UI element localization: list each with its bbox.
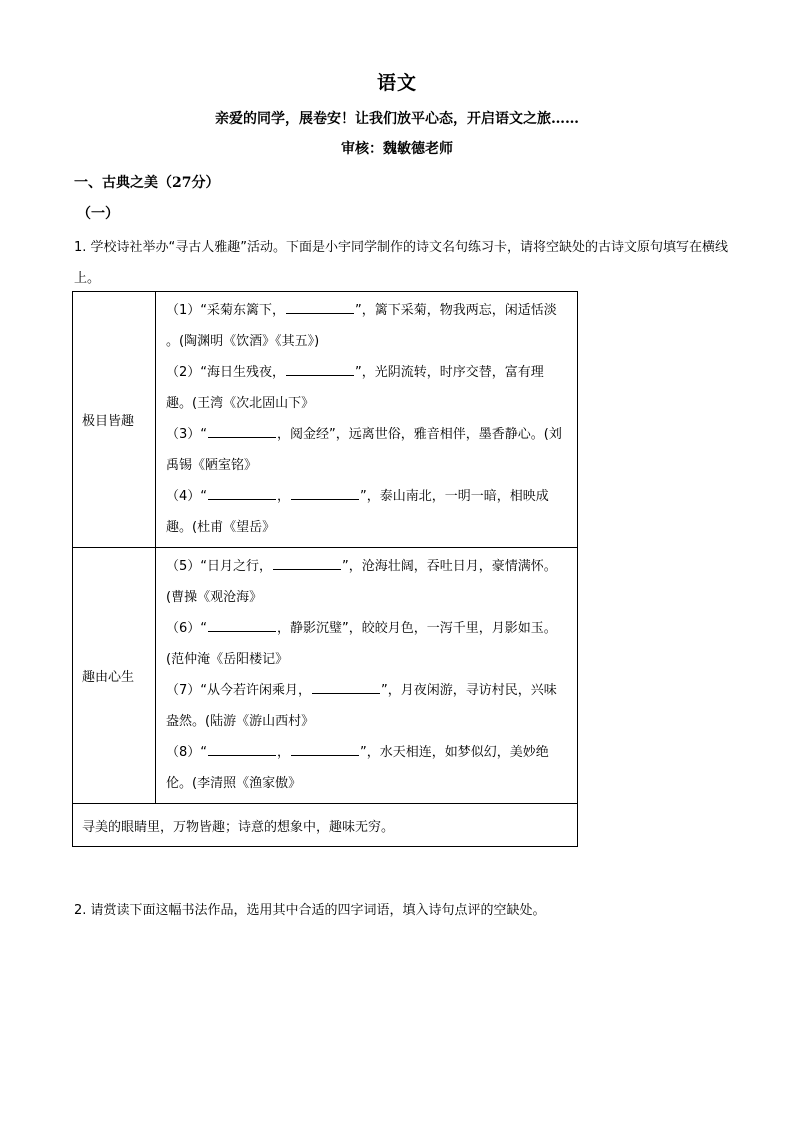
item-text-post: ”，篱下采菊，物我两忘，闲适恬淡 。(陶渊明《饮酒》《其五》) xyxy=(166,303,557,349)
answer-blank[interactable] xyxy=(208,423,276,438)
answer-blank[interactable] xyxy=(208,741,276,756)
page-title: 语文 xyxy=(376,72,417,94)
answer-blank[interactable] xyxy=(291,741,359,756)
category-cell: 极目皆趣 xyxy=(73,292,156,548)
item-text-pre: （1）“采菊东篱下， xyxy=(166,303,286,318)
items-cell xyxy=(156,548,578,804)
item-text-post: ”，水天相连，如梦似幻，美妙绝伦。(李清照《渔家傲》 xyxy=(166,745,549,791)
page-subtitle: 亲爱的同学，展卷安！让我们放平心态，开启语文之旅…… xyxy=(215,111,579,127)
answer-blank[interactable] xyxy=(286,361,354,376)
reviewer-line: 审核：魏敏德老师 xyxy=(341,141,453,157)
card-row-2 xyxy=(73,548,578,804)
item-text-mid: ， xyxy=(277,489,291,504)
items-cell xyxy=(156,292,578,548)
card-item xyxy=(166,357,569,419)
item-text-post: ”，沧海壮阔，吞吐日月，豪情满怀。(曹操《观沧海》 xyxy=(166,559,557,605)
item-text-post: ，静影沉璧”，皎皎月色，一泻千里，月影如玉。(范仲淹《岳阳楼记》 xyxy=(166,621,557,667)
card-item xyxy=(166,481,569,543)
item-text-post: ，阅金经”，远离世俗，雅音相伴，墨香静心。(刘禹锡《陋室铭》 xyxy=(166,427,562,473)
card-item xyxy=(166,737,569,799)
item-text-post: ”，泰山南北，一明一暗，相映成趣。(杜甫《望岳》 xyxy=(166,489,549,535)
answer-blank[interactable] xyxy=(208,617,276,632)
item-text-pre: （2）“海日生残夜， xyxy=(166,365,286,380)
answer-blank[interactable] xyxy=(291,485,359,500)
answer-blank[interactable] xyxy=(273,555,341,570)
item-text-pre: （6）“ xyxy=(166,621,208,636)
answer-blank[interactable] xyxy=(286,299,354,314)
item-text-pre: （8）“ xyxy=(166,745,208,760)
card-row-1 xyxy=(73,292,578,548)
category-cell: 趣由心生 xyxy=(73,548,156,804)
card-item xyxy=(166,613,569,675)
card-footer-row xyxy=(73,804,578,847)
item-text-mid: ， xyxy=(277,745,291,760)
answer-blank[interactable] xyxy=(208,485,276,500)
card-footer: 寻美的眼睛里，万物皆趣；诗意的想象中，趣味无穷。 xyxy=(73,804,578,847)
question-2-prompt: 2. 请赏读下面这幅书法作品，选用其中合适的四字词语，填入诗句点评的空缺处。 xyxy=(74,903,546,918)
card-item xyxy=(166,295,569,357)
answer-blank[interactable] xyxy=(312,679,380,694)
card-item xyxy=(166,675,569,737)
card-item xyxy=(166,551,569,613)
item-text-pre: （7）“从今若许闲乘月， xyxy=(166,683,312,698)
item-text-pre: （4）“ xyxy=(166,489,208,504)
section-heading: 一、古典之美（27分） xyxy=(74,175,220,191)
item-text-pre: （3）“ xyxy=(166,427,208,442)
practice-card-table xyxy=(72,291,578,847)
card-item xyxy=(166,419,569,481)
item-text-post: ”，光阴流转，时序交替，富有理趣。(王湾《次北固山下》 xyxy=(166,365,544,411)
item-text-pre: （5）“日月之行， xyxy=(166,559,273,574)
question-1-prompt: 1. 学校诗社举办“寻古人雅趣”活动。下面是小宇同学制作的诗文名句练习卡，请将空缺处的古诗文原句填写在横线上。 xyxy=(74,240,729,286)
item-text-post: ”，月夜闲游，寻访村民，兴味盎然。(陆游《游山西村》 xyxy=(166,683,557,729)
subsection-heading: （一） xyxy=(77,206,119,222)
